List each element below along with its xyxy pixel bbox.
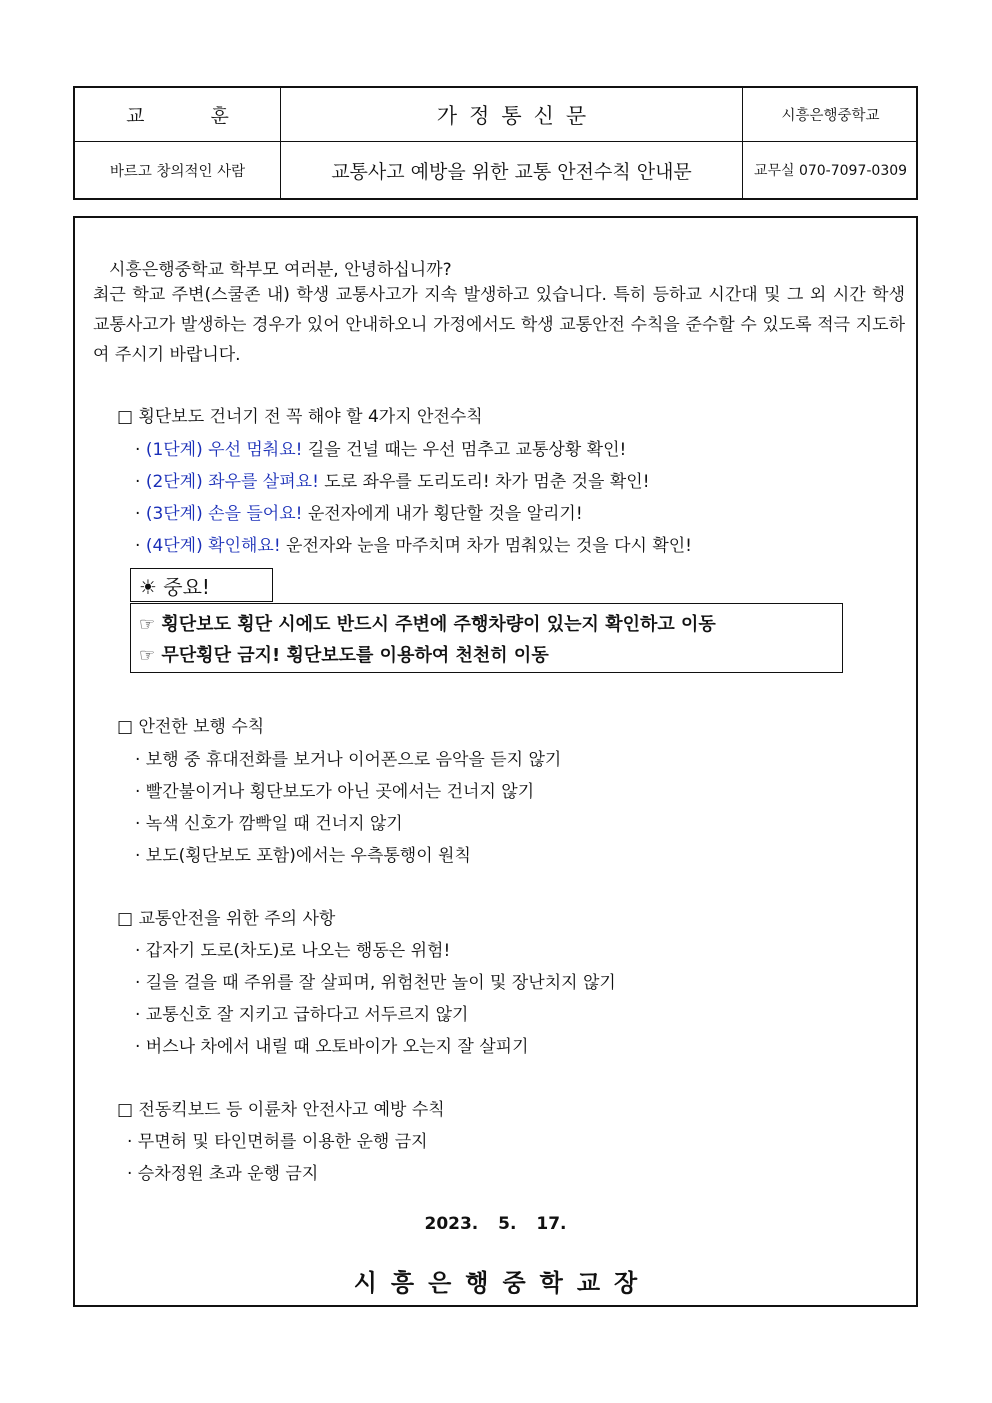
step-text: 운전자와 눈을 마주치며 차가 멈춰있는 것을 다시 확인! [280, 536, 692, 556]
list-item: · 보행 중 휴대전화를 보거나 이어폰으로 음악을 듣지 않기 [135, 750, 562, 770]
list-item: · 보도(횡단보도 포함)에서는 우측통행이 원칙 [135, 846, 471, 866]
step-heading: (2단계) 좌우를 살펴요! [145, 472, 319, 492]
issue-date: 2023. 5. 17. [424, 1214, 567, 1234]
step-text: 운전자에게 내가 횡단할 것을 알리기! [302, 504, 583, 524]
notice-subject: 교통사고 예방을 위한 교통 안전수칙 안내문 [331, 160, 692, 183]
list-item: · 길을 걸을 때 주위를 잘 살피며, 위험천만 놀이 및 장난치지 않기 [135, 973, 616, 993]
bullet: · [135, 472, 146, 492]
bullet: · [135, 504, 146, 524]
list-item: · 무면허 및 타인면허를 이용한 운행 금지 [127, 1132, 428, 1152]
list-item: · 교통신호 잘 지키고 급하다고 서두르지 않기 [135, 1005, 469, 1025]
section-title-crosswalk: □ 횡단보도 건너기 전 꼭 해야 할 4가지 안전수칙 [117, 407, 483, 427]
greeting: 시흥은행중학교 학부모 여러분, 안녕하십니까? [109, 260, 452, 280]
section-title-kickboard: □ 전동킥보드 등 이륜차 안전사고 예방 수칙 [117, 1100, 445, 1120]
intro-paragraph: 최근 학교 주변(스쿨존 내) 학생 교통사고가 지속 발생하고 있습니다. 특히 등하교 시간대 및 그 외 시간 학생 교통사고가 발생하는 경우가 있어 안내하오니 가정에서도 학생 교통안전 수칙을 준수할 수 있도록 적극 지도하여 주시기 바랍니다. [93, 285, 905, 365]
school-motto: 바르고 창의적인 사람 [109, 163, 246, 180]
principal-signature: 시흥은행중학교장 [353, 1269, 652, 1297]
list-item [135, 499, 583, 524]
important-box [130, 603, 843, 673]
important-line: ☞ 횡단보도 횡단 시에도 반드시 주변에 주행차량이 있는지 확인하고 이동 [139, 614, 716, 635]
list-item: · 빨간불이거나 횡단보도가 아닌 곳에서는 건너지 않기 [135, 782, 535, 802]
list-item: · 갑자기 도로(차도)로 나오는 행동은 위험! [135, 941, 451, 961]
step-text: 길을 건널 때는 우선 멈추고 교통상황 확인! [302, 440, 627, 460]
section-title-walking: □ 안전한 보행 수칙 [117, 717, 265, 737]
school-name: 시흥은행중학교 [781, 108, 880, 124]
list-item: · 버스나 차에서 내릴 때 오토바이가 오는지 잘 살피기 [135, 1037, 529, 1057]
important-line: ☞ 무단횡단 금지! 횡단보도를 이용하여 천천히 이동 [139, 645, 549, 666]
step-heading: (1단계) 우선 멈춰요! [145, 440, 303, 460]
page-title: 가정통신문 [436, 103, 599, 128]
bullet: · [135, 536, 146, 556]
contact-phone: 교무실 070-7097-0309 [753, 163, 908, 179]
list-item [135, 467, 650, 492]
list-item: · 녹색 신호가 깜빡일 때 건너지 않기 [135, 814, 403, 834]
notice-body [73, 216, 918, 1307]
motto-heading: 교 훈 [126, 105, 259, 127]
step-text: 도로 좌우를 도리도리! 차가 멈춘 것을 확인! [318, 472, 650, 492]
bullet: · [135, 440, 146, 460]
list-item: · 승차정원 초과 운행 금지 [127, 1164, 319, 1184]
list-item [135, 435, 626, 460]
header-table [73, 86, 918, 200]
step-heading: (3단계) 손을 들어요! [145, 504, 303, 524]
section-title-caution: □ 교통안전을 위한 주의 사항 [117, 909, 336, 929]
step-heading: (4단계) 확인해요! [145, 536, 281, 556]
important-label: ☀ 중요! [130, 568, 273, 602]
list-item [135, 531, 692, 556]
